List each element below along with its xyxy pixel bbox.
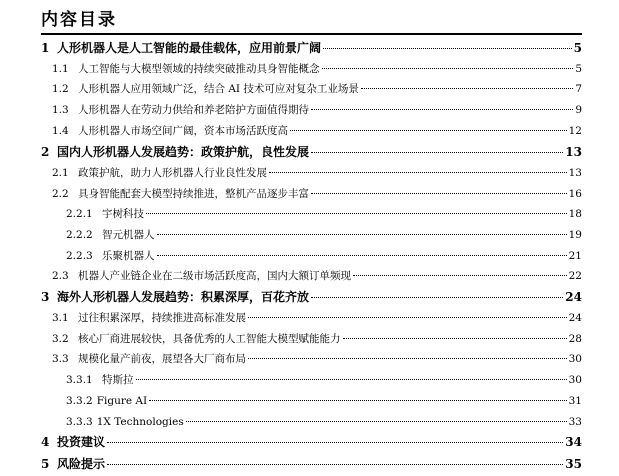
toc-entry-2-1[interactable] bbox=[52, 163, 582, 183]
toc-entry-3-3-1[interactable] bbox=[66, 370, 582, 390]
toc-entry-page: 24 bbox=[565, 290, 582, 304]
toc-entry-page: 12 bbox=[568, 125, 582, 137]
toc-entry-label: 2 国内人形机器人发展趋势：政策护航，良性发展 bbox=[41, 145, 310, 159]
toc-entry-label: 3.3.3 1X Technologies bbox=[66, 416, 184, 428]
leader-dots bbox=[149, 400, 566, 401]
toc-entry-page: 5 bbox=[575, 63, 582, 75]
leader-dots bbox=[157, 255, 567, 256]
toc-entry-label: 2.2.1 宇树科技 bbox=[66, 208, 144, 220]
leader-dots bbox=[311, 152, 563, 153]
toc-entry-label: 3.2 核心厂商进展较快，具备优秀的人工智能大模型赋能能力 bbox=[52, 333, 341, 345]
toc-entry-page: 35 bbox=[565, 457, 582, 471]
toc-entry-label: 3 海外人形机器人发展趋势：积累深厚，百花齐放 bbox=[41, 290, 310, 304]
toc-entry-2-2-3[interactable] bbox=[66, 246, 582, 266]
toc-entry-page: 30 bbox=[568, 353, 582, 365]
toc-entry-label: 4 投资建议 bbox=[41, 435, 106, 449]
toc-entry-page: 18 bbox=[568, 208, 582, 220]
toc-entry-page: 13 bbox=[568, 167, 582, 179]
leader-dots bbox=[248, 358, 567, 359]
toc-entry-label: 1.4 人形机器人市场空间广阔，资本市场活跃度高 bbox=[52, 125, 288, 137]
toc-entry-page: 31 bbox=[568, 395, 582, 407]
leader-dots bbox=[290, 130, 567, 131]
toc-entry-page: 22 bbox=[568, 270, 582, 282]
toc-entry-2-2-1[interactable] bbox=[66, 204, 582, 224]
toc-entry-2-3[interactable] bbox=[52, 266, 582, 286]
toc-entry-page: 16 bbox=[568, 188, 582, 200]
toc-entry-page: 24 bbox=[568, 312, 582, 324]
toc-entry-3-1[interactable] bbox=[52, 308, 582, 328]
toc-entry-label: 1.1 人工智能与大模型领域的持续突破推动具身智能概念 bbox=[52, 63, 320, 75]
toc-entry-label: 2.1 政策护航，助力人形机器人行业良性发展 bbox=[52, 167, 267, 179]
toc-entry-page: 28 bbox=[568, 333, 582, 345]
toc-entry-1-2[interactable] bbox=[52, 79, 582, 99]
leader-dots bbox=[136, 379, 567, 380]
toc-entry-3[interactable] bbox=[41, 287, 582, 307]
toc-entry-page: 19 bbox=[568, 229, 582, 241]
toc-entry-label: 2.2.3 乐聚机器人 bbox=[66, 250, 155, 262]
toc-entry-label: 2.3 机器人产业链企业在二级市场活跃度高，国内大额订单频现 bbox=[52, 270, 351, 282]
leader-dots bbox=[186, 421, 567, 422]
toc-entry-label: 3.1 过往积累深厚，持续推进高标准发展 bbox=[52, 312, 246, 324]
toc-entry-1[interactable] bbox=[41, 38, 582, 58]
toc-entry-1-3[interactable] bbox=[52, 100, 582, 120]
toc-entry-page: 34 bbox=[565, 435, 582, 449]
leader-dots bbox=[311, 193, 567, 194]
leader-dots bbox=[322, 68, 574, 69]
toc-entry-page: 33 bbox=[568, 416, 582, 428]
toc-entry-1-1[interactable] bbox=[52, 59, 582, 79]
toc-entry-page: 7 bbox=[575, 83, 582, 95]
leader-dots bbox=[107, 442, 563, 443]
toc-entry-1-4[interactable] bbox=[52, 121, 582, 141]
toc-entry-2-2-2[interactable] bbox=[66, 225, 582, 245]
toc-entry-3-2[interactable] bbox=[52, 329, 582, 349]
leader-dots bbox=[323, 48, 572, 49]
toc-entry-3-3-3[interactable] bbox=[66, 412, 582, 432]
toc-entry-label: 3.3.2 Figure AI bbox=[66, 395, 148, 407]
leader-dots bbox=[269, 172, 567, 173]
toc-entry-page: 21 bbox=[568, 250, 582, 262]
leader-dots bbox=[248, 317, 567, 318]
toc-entry-label: 1.3 人形机器人在劳动力供给和养老陪护方面值得期待 bbox=[52, 104, 309, 116]
leader-dots bbox=[107, 464, 563, 465]
toc-entry-label: 1.2 人形机器人应用领域广泛，结合 AI 技术可应对复杂工业场景 bbox=[52, 83, 359, 95]
toc-entry-5[interactable] bbox=[41, 454, 582, 474]
leader-dots bbox=[311, 297, 563, 298]
toc-entry-3-3[interactable] bbox=[52, 349, 582, 369]
toc-entry-label: 1 人形机器人是人工智能的最佳载体，应用前景广阔 bbox=[41, 41, 322, 55]
toc-entry-page: 9 bbox=[575, 104, 582, 116]
toc-entry-page: 30 bbox=[568, 374, 582, 386]
toc-entry-2[interactable] bbox=[41, 142, 582, 162]
toc-entry-4[interactable] bbox=[41, 432, 582, 452]
title-underline bbox=[41, 33, 582, 35]
leader-dots bbox=[353, 275, 567, 276]
toc-entry-label: 3.3 规模化量产前夜，展望各大厂商布局 bbox=[52, 353, 246, 365]
toc-entry-2-2[interactable] bbox=[52, 184, 582, 204]
toc-title: 内容目录 bbox=[41, 10, 117, 30]
toc-entry-page: 13 bbox=[565, 145, 582, 159]
leader-dots bbox=[361, 88, 573, 89]
toc-entry-label: 3.3.1 特斯拉 bbox=[66, 374, 134, 386]
toc-entry-label: 5 风险提示 bbox=[41, 457, 106, 471]
toc-entry-page: 5 bbox=[573, 41, 582, 55]
toc-entry-label: 2.2.2 智元机器人 bbox=[66, 229, 155, 241]
leader-dots bbox=[146, 213, 567, 214]
leader-dots bbox=[311, 109, 573, 110]
leader-dots bbox=[157, 234, 567, 235]
toc-entry-label: 2.2 具身智能配套大模型持续推进，整机产品逐步丰富 bbox=[52, 188, 309, 200]
toc-entry-3-3-2[interactable] bbox=[66, 391, 582, 411]
leader-dots bbox=[343, 338, 567, 339]
